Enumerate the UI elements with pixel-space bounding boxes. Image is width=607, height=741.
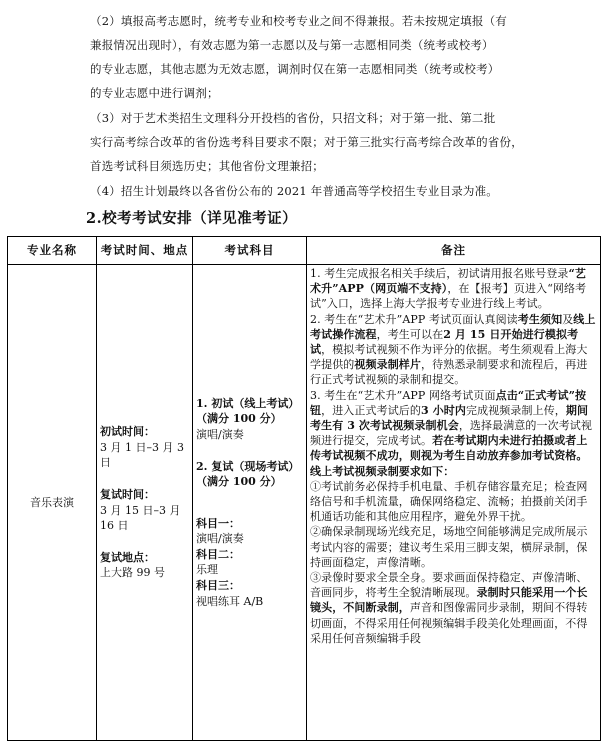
note-text: 3. 考生在“艺术升”APP 网络考试页面 (310, 388, 496, 402)
note-text: ，进入正式考试后的 (321, 403, 422, 417)
paragraph-line: （4）招生计划最终以各省份公布的 2021 年普通高等学校招生专业目录为准。 (90, 184, 498, 198)
second-exam-title: 2. 复试（现场考试）（满分 100 分） (196, 459, 300, 489)
header-major: 专业名称 (8, 237, 97, 265)
note-text: 完成视频录制上传， (466, 403, 566, 417)
table-header-row (8, 237, 601, 265)
paragraph-line: 的专业志愿，其他志愿为无效志愿，调剂时仅在第一志愿相同类（统考或校考） (90, 62, 500, 76)
second-exam-time-label: 复试时间： (100, 487, 155, 501)
note-text-bold: 录制时只能采用一个长镜头，不间断录制， (310, 586, 588, 615)
first-exam-title: 1. 初试（线上考试）（满分 100 分） (196, 396, 300, 426)
subject-three-value: 视唱练耳 A/B (196, 594, 264, 608)
requirement-2: ②确保录制现场光线充足，场地空间能够满足完成所展示考试内容的需要；建议考生采用三脚支架，横屏录制，保持画面稳定，声像清晰。 (310, 525, 588, 569)
header-notes: 备注 (307, 237, 601, 265)
major-cell: 音乐表演 (8, 265, 97, 741)
requirement-1: ①考试前务必保持手机电量、手机存储容量充足；检查网络信号和手机流量，确保网络稳定、流畅；拍摄前关闭手机通话功能和其他应用程序，避免外界干扰。 (310, 479, 588, 524)
subject-two-value: 乐理 (196, 563, 218, 577)
time-place-cell (97, 265, 193, 741)
paragraph-line: 首选考试科目须选历史；其他省份文理兼招； (90, 159, 324, 173)
paragraph-line: （2）填报高考志愿时，统考专业和校考专业之间不得兼报。若未按规定填报（有 (90, 14, 508, 28)
note-text: 及 (562, 312, 574, 326)
note-text: 声音和图像需同步录制，期间不得转切画面，不得采用任何视频编辑手段美化处理画面，不得采用任何音频编辑手段 (310, 601, 588, 645)
note-text-bold: 考生须知 (517, 312, 563, 326)
note-text: 2. 考生在“艺术升”APP 考试页面认真阅读 (310, 312, 518, 326)
note-text-bold: 若在考试期内未进行拍摄或者上传考试视频不成功，则视为考生自动放弃参加考试资格。 (310, 434, 588, 463)
first-exam-time-value: 3 月 1 日–3 月 3 日 (100, 440, 184, 470)
subject-three-label: 科目三： (196, 579, 240, 593)
section-heading: 2.校考考试安排（详见准考证） (86, 210, 298, 227)
note-1 (310, 266, 597, 312)
paragraph-line: 兼报情况出现时），有效志愿为第一志愿以及与第一志愿相同类（统考或校考） (90, 38, 494, 52)
header-time-place: 考试时间、地点 (97, 237, 193, 265)
paragraph-line: 实行高考综合改革的省份选考科目要求不限；对于第三批实行高考综合改革的省份， (90, 135, 523, 149)
subject-two-label: 科目二： (196, 547, 240, 561)
second-exam-time-value: 3 月 15 日–3 月 16 日 (100, 503, 181, 533)
subjects-cell (193, 265, 307, 741)
note-text: ，考生可以在 (376, 327, 444, 341)
paragraph-line: （3）对于艺术类招生文理科分开投档的省份，只招文科；对于第一批、第二批 (90, 111, 496, 125)
note-text: ，模拟考试视频不作为评分的依据。考生须观看上海大学提供的 (310, 343, 588, 372)
requirements-title: 线上考试视频录制要求如下： (310, 464, 455, 478)
note-text-bold: 视频录制样片 (354, 358, 422, 372)
subject-one-value: 演唱/演奏 (196, 532, 244, 546)
exam-schedule-table (7, 236, 601, 741)
table-row (8, 265, 601, 741)
note-3 (310, 388, 597, 464)
note-text-bold: “艺术升”APP（网页端不支持） (310, 267, 587, 296)
subject-one-label: 科目一： (196, 516, 240, 530)
note-text: ，在【报考】页进入“网络考试”入口，选择上海大学报考专业进行线上考试。 (310, 282, 587, 311)
note-text-bold: 2 月 15 日开始进行模拟考试 (310, 327, 579, 357)
note-2 (310, 312, 597, 388)
first-exam-content: 演唱/演奏 (196, 427, 244, 441)
header-subjects: 考试科目 (193, 237, 307, 265)
note-text: ③录像时要求全景全身。要求画面保持稳定、声像清晰、音画同步，将考生全貌清晰展现。 (310, 571, 588, 600)
note-text-bold: 线上考试操作流程 (310, 312, 596, 341)
note-text-bold: 点击“正式考试”按钮 (310, 388, 587, 417)
note-text-bold: 3 小时内 (421, 403, 466, 417)
note-text: ，待熟悉录制要求和流程后，再进行正式考试视频的录制和提交。 (310, 358, 588, 387)
note-text-bold: 期间考生有 3 次考试视频录制机会 (310, 403, 589, 433)
second-exam-place-label: 复试地点： (100, 550, 155, 564)
paragraph-line: 的专业志愿中进行调剂； (90, 86, 219, 100)
second-exam-place-value: 上大路 99 号 (100, 566, 165, 580)
first-exam-time-label: 初试时间： (100, 425, 155, 439)
note-text: ，选择最满意的一次考试视频进行提交，完成考试。 (310, 419, 593, 448)
notes-cell (307, 265, 601, 741)
note-text: 1. 考生完成报名相关手续后，初试请用报名账号登录 (310, 267, 569, 280)
requirement-3 (310, 570, 597, 646)
